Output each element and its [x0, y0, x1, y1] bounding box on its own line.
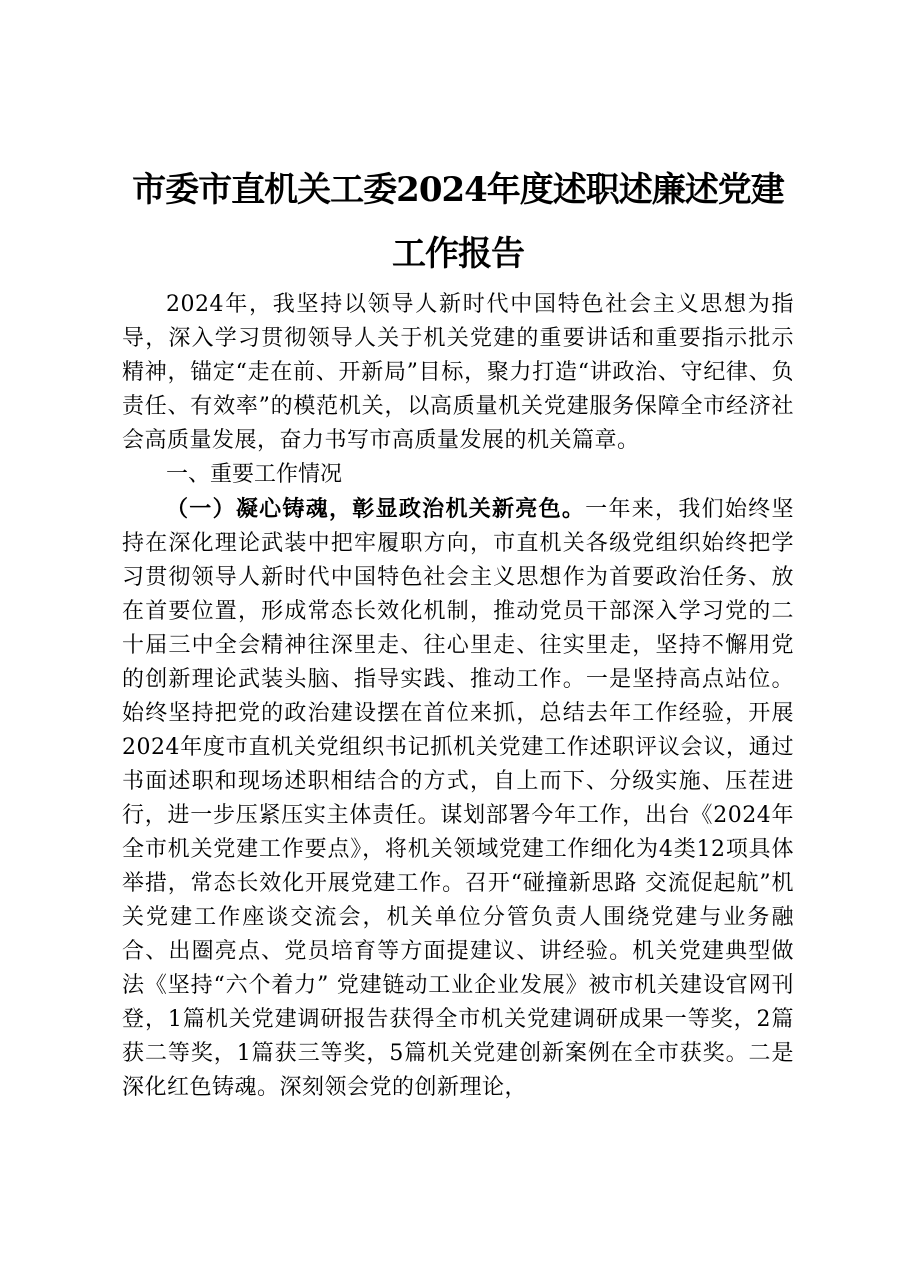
document-title-line-1: 市委市直机关工委2024年度述职述廉述党建 — [132, 170, 784, 210]
section-heading: 一、重要工作情况 — [166, 462, 343, 487]
document-title-line-2: 工作报告 — [392, 234, 524, 274]
subsection-body: 一年来，我们始终坚持在深化理论武装中把牢履职方向，市直机关各级党组织始终把学习贯彻领导人新时代中国特色社会主义思想作为首要政治任务、放在首要位置，形成常态长效化机制，推动党员干部深入学习党的二十届三中全会精神往深里走、往心里走、往实里走，坚持不懈用党的创新理论武装头脑、指导实践、推动工作。一是坚持高点站位。始终坚持把党的政治建设摆在首位来抓，总结去年工作经验，开展2024年度市直机关党组织书记抓机关党建工作述职评议会议，通过书面述职和现场述职相结合的方式，自上而下、分级实施、压茬进行，进一步压紧压实主体责任。谋划部署今年工作，出台《2024年全市机关党建工作要点》，将机关领域党建工作细化为4类12项具体举措，常态长效化开展党建工作。召开“碰撞新思路 交流促起航”机关党建工作座谈交流会，机关单位分管负责人围绕党建与业务融合、出圈亮点、党员培育等方面提建议、讲经验。机关党建典型做法《坚持“六个着力” 党建链动工业企业发展》被市机关建设官网刊登，1篇机关党建调研报告获得全市机关党建调研成果一等奖，2篇获二等奖，1篇获三等奖，5篇机关党建创新案例在全市获奖。二是深化红色铸魂。深刻领会党的创新理论， — [122, 497, 794, 1100]
subsection-paragraph — [122, 492, 794, 1105]
document-page — [122, 158, 794, 1105]
subsection-heading: （一）凝心铸魂，彰显政治机关新亮色。 — [166, 496, 586, 522]
document-title — [122, 158, 794, 286]
intro-paragraph: 2024年，我坚持以领导人新时代中国特色社会主义思想为指导，深入学习贯彻领导人关于机关党建的重要讲话和重要指示批示精神，锚定“走在前、开新局”目标，聚力打造“讲政治、守纪律、负责任、有效率”的模范机关，以高质量机关党建服务保障全市经济社会高质量发展，奋力书写市高质量发展的机关篇章。 — [122, 292, 794, 453]
